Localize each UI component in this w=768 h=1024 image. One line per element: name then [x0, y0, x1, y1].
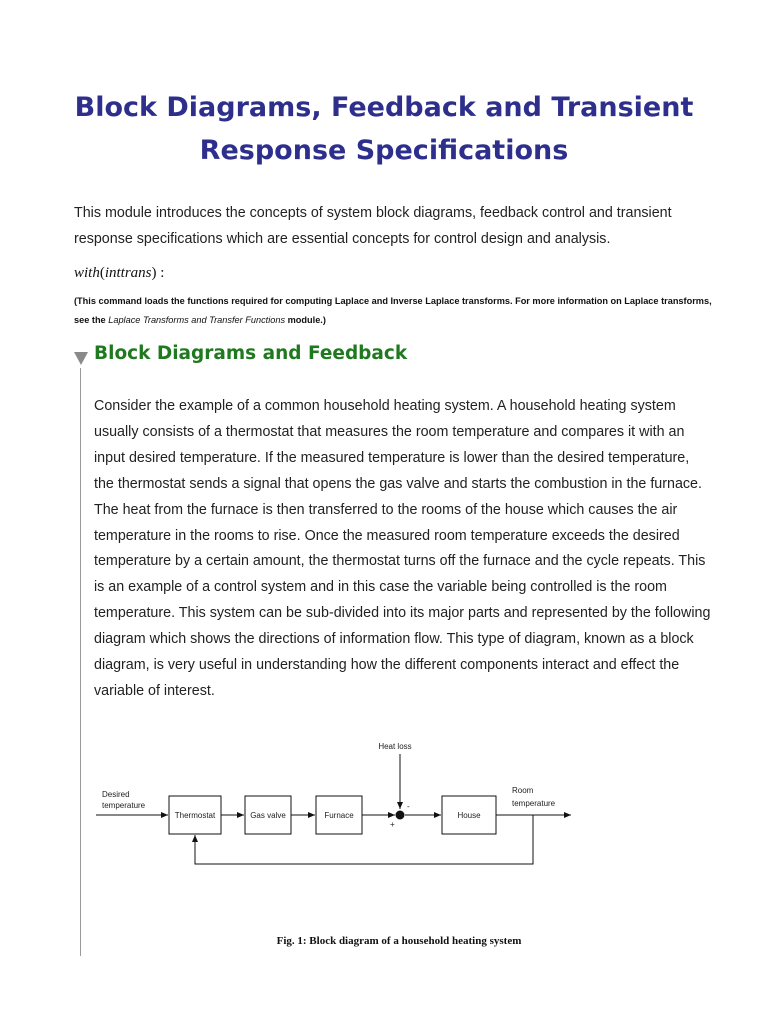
page-title-line-1: Block Diagrams, Feedback and Transient — [74, 92, 694, 123]
page-title-line-2: Response Specifications — [199, 135, 569, 166]
summing-junction — [396, 811, 405, 820]
section-heading: Block Diagrams and Feedback — [94, 343, 408, 364]
command-terminator: : — [160, 265, 165, 281]
thermostat-label: Thermostat — [174, 811, 216, 820]
command-note-text-end: module.) — [285, 315, 326, 325]
house-label: House — [457, 811, 481, 820]
maple-command[interactable] — [74, 265, 164, 282]
section-collapse-bar[interactable] — [80, 368, 81, 956]
command-argument: inttrans — [104, 265, 152, 281]
intro-paragraph: This module introduces the concepts of system block diagrams, feedback control and transient response specifications which are essential concepts for control design and analysis. — [74, 205, 672, 247]
command-note-link[interactable]: Laplace Transforms and Transfer Functions — [108, 315, 286, 325]
plus-sign: + — [390, 820, 395, 829]
block-diagram-svg — [90, 736, 690, 926]
close-paren: ) — [151, 265, 157, 281]
command-function: with — [74, 265, 100, 281]
figure-caption: Fig. 1: Block diagram of a household heating system — [276, 935, 522, 947]
input-label-line-2: temperature — [102, 801, 146, 810]
page-title — [0, 86, 768, 172]
gas-valve-label: Gas valve — [250, 811, 286, 820]
section-paragraph: Consider the example of a common household heating system. A household heating system usually consists of a thermostat that measures the room temperature and compares it with an input desired temperature. If the measured temperature is lower than the desired temperature, the thermostat sends a signal that opens the gas valve and starts the combustion in the furnace. The heat from the furnace is then transferred to the rooms of the house which causes the air temperature in the rooms to rise. Once the measured room temperature exceeds the desired temperature by a certain amount, the thermostat turns off the furnace and the cycle repeats. This is an example of a control system and in this case the variable being controlled is the room temperature. This system can be sub-divided into its major parts and represented by the following diagram which shows the directions of information flow. This type of diagram, known as a block diagram, is very useful in understanding how the different components interact and effect the variable of interest. — [94, 398, 711, 699]
furnace-label: Furnace — [324, 811, 354, 820]
open-paren: ( — [99, 265, 105, 281]
heat-loss-label: Heat loss — [378, 742, 412, 751]
command-note — [74, 292, 714, 330]
section-collapse-toggle-icon[interactable] — [74, 352, 88, 365]
input-label-line-1: Desired — [102, 790, 130, 799]
output-label-line-1: Room — [512, 786, 534, 795]
output-label-line-2: temperature — [512, 799, 556, 808]
block-diagram — [90, 736, 690, 926]
minus-sign: - — [407, 802, 410, 811]
command-note-text: (This command loads the functions required for computing Laplace and Inverse Laplace transforms. For more information on Laplace transforms, see the — [74, 296, 712, 325]
